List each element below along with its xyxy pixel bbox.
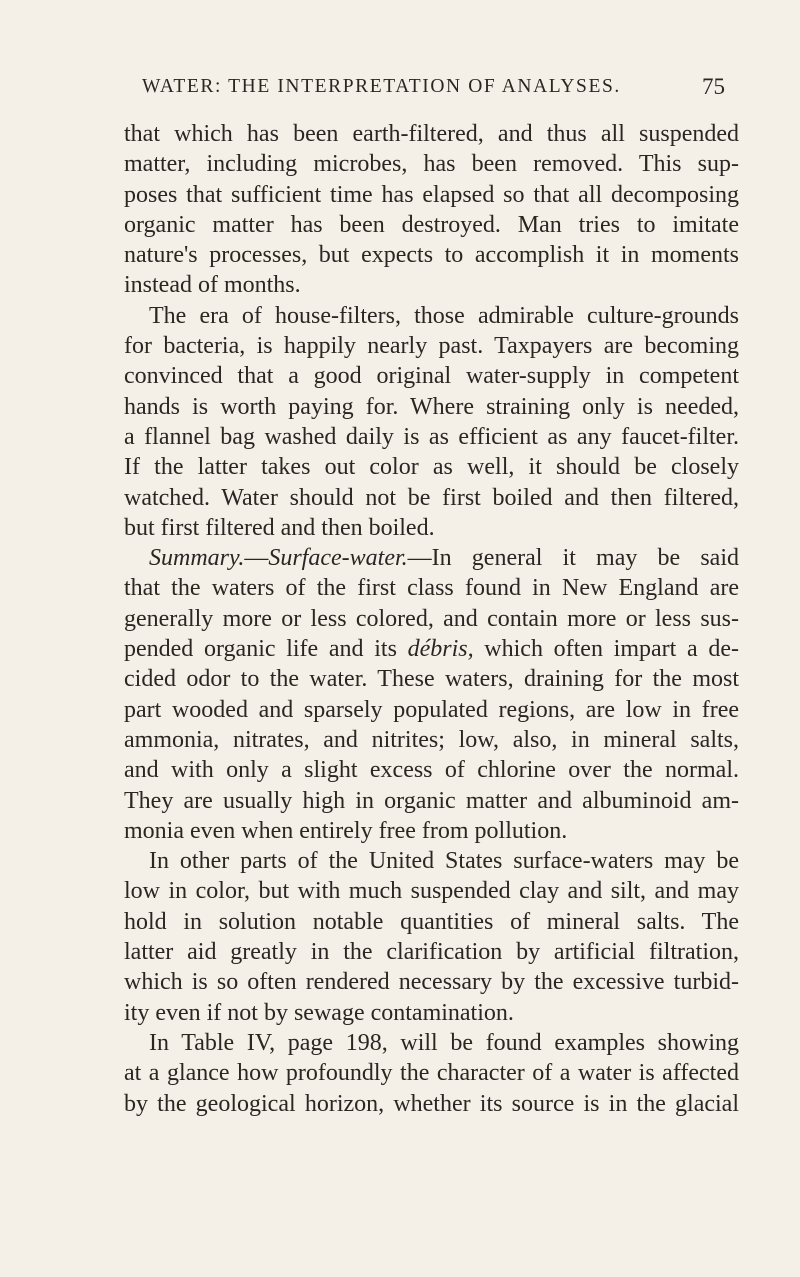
text-line: cided odor to the water. These waters, draining for the most (124, 666, 739, 693)
text-line: generally more or less colored, and contain more or less sus- (124, 605, 739, 632)
text-line: part wooded and sparsely populated regions, are low in free (124, 696, 739, 723)
text-line: instead of months. (124, 272, 301, 299)
text-line (124, 543, 739, 573)
text-line: organic matter has been destroyed. Man tries to imitate (124, 211, 739, 238)
text-line: The era of house-filters, those admirable culture-grounds (149, 302, 739, 329)
text-line: watched. Water should not be first boiled and then filtered, (124, 484, 739, 511)
text-line: by the geological horizon, whether its source is in the glacial (124, 1090, 739, 1117)
text-line: convinced that a good original water-supply in competent (124, 363, 739, 390)
text-line: matter, including microbes, has been removed. This sup- (124, 151, 739, 178)
text-line: and with only a slight excess of chlorine over the normal. (124, 757, 739, 784)
text-line: that which has been earth-filtered, and thus all suspended (124, 121, 739, 147)
text-line: but first filtered and then boiled. (124, 514, 435, 541)
text-line: a flannel bag washed daily is as efficient as any faucet-filter. (124, 423, 739, 450)
text-line: hold in solution notable quantities of mineral salts. The (124, 908, 739, 935)
text-run: pended organic life and its (124, 636, 408, 663)
text-line: nature's processes, but expects to accomplish it in moments (124, 242, 739, 269)
page-number: 75 (702, 74, 725, 99)
em-dash: — (244, 545, 269, 572)
text-line: which is so often rendered necessary by the excessive turbid- (124, 969, 739, 996)
running-head-title: WATER: THE INTERPRETATION OF ANALYSES. (142, 76, 621, 97)
italic-term: débris, (407, 636, 474, 663)
text-run: which often impart a de- (473, 636, 739, 663)
text-line: In Table IV, page 198, will be found examples showing (149, 1029, 739, 1056)
text-line: latter aid greatly in the clarification by artificial filtration, (124, 939, 739, 966)
text-line: low in color, but with much suspended clay and silt, and may (124, 878, 739, 905)
text-line: In other parts of the United States surface-waters may be (149, 848, 739, 875)
text-line: monia even when entirely free from pollution. (124, 817, 568, 844)
surface-water-heading: Surface-water. (268, 545, 408, 572)
text-line: that the waters of the first class found in New England are (124, 575, 739, 602)
text-line: for bacteria, is happily nearly past. Taxpayers are becoming (124, 333, 739, 360)
text-line: ammonia, nitrates, and nitrites; low, also, in mineral salts, (124, 726, 739, 753)
text-line: poses that sufficient time has elapsed so that all decomposing (124, 181, 739, 208)
text-run: In general it may be said (431, 545, 739, 572)
text-line: hands is worth paying for. Where straining only is needed, (124, 393, 739, 420)
text-line: If the latter takes out color as well, it should be closely (124, 454, 739, 481)
running-head (0, 76, 800, 112)
text-line: at a glance how profoundly the character of a water is affected (124, 1060, 739, 1087)
body-text (124, 119, 739, 1119)
summary-heading: Summary. (149, 545, 245, 572)
em-dash: — (407, 545, 432, 572)
text-line: ity even if not by sewage contamination. (124, 999, 514, 1026)
text-line: They are usually high in organic matter and albuminoid am- (124, 787, 739, 814)
text-line (124, 634, 739, 664)
